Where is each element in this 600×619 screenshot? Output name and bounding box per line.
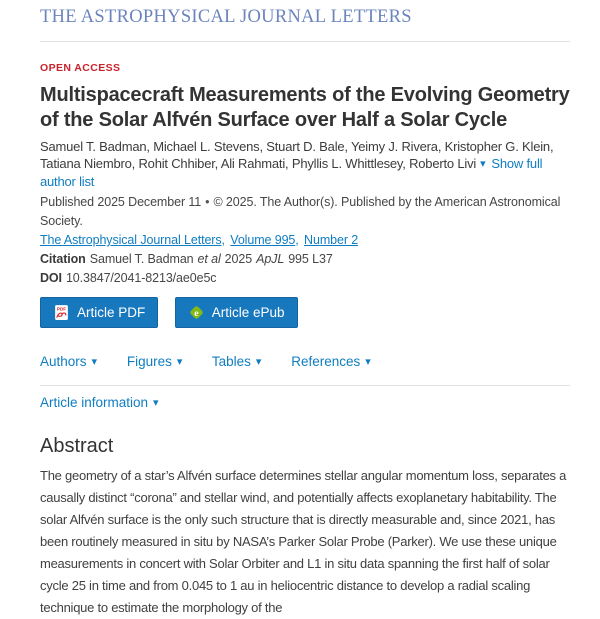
chevron-down-icon: ▾ xyxy=(365,356,371,368)
citation-journal-abbrev: ApJL xyxy=(256,252,285,266)
article-information-label: Article information xyxy=(40,395,149,410)
citation-etal: et al xyxy=(197,252,221,266)
download-buttons xyxy=(40,297,570,328)
chevron-down-icon: ▾ xyxy=(176,356,183,368)
chevron-down-icon: ▾ xyxy=(255,356,262,368)
number-link[interactable]: Number 2 xyxy=(304,233,359,247)
comma-separator: , xyxy=(221,233,225,247)
nav-tables-label: Tables xyxy=(211,354,251,369)
svg-text:PDF: PDF xyxy=(56,306,67,312)
nav-figures-dropdown[interactable] xyxy=(127,354,183,369)
open-access-badge: OPEN ACCESS xyxy=(40,62,121,74)
doi-value: 10.3847/2041-8213/ae0e5c xyxy=(65,271,217,285)
authors-text: Samuel T. Badman, Michael L. Stevens, Stuart D. Bale, Yeimy J. Rivera, Kristopher G. Klein, Tatiana Niembro, Rohit Chhiber, Ali Rahmati, Phyllis L. Whittlesey, Roberto Livi xyxy=(40,139,554,171)
published-date: Published 2025 December 11 xyxy=(40,195,202,209)
abstract-text: The geometry of a star’s Alfvén surface determines stellar angular momentum loss, separates a causally distinct “corona” and stellar wind, and potentially affects exoplanetary habitability. The solar Alfvén surface is the only such structure that is directly measurable and, since 2021, has been routinely measured in situ by NASA’s Parker Solar Probe (Parker). We use these unique measurements in concert with Solar Orbiter and L1 in situ data spanning the first half of solar cycle 25 in time and from 0.045 to 1 au in heliocentric distance to develop a radial scaling technique to estimate the morphology of the xyxy=(40,468,567,615)
nav-tables-dropdown[interactable] xyxy=(212,354,262,369)
nav-divider xyxy=(40,385,570,386)
journal-issue-line xyxy=(40,231,570,250)
citation-year: 2025 xyxy=(224,252,253,266)
published-line xyxy=(40,193,570,231)
journal-title: THE ASTROPHYSICAL JOURNAL LETTERS xyxy=(40,7,412,27)
citation-ref: 995 L37 xyxy=(288,252,333,266)
article-pdf-label: Article PDF xyxy=(77,305,146,320)
journal-link[interactable]: The Astrophysical Journal Letters xyxy=(40,233,222,247)
epub-icon xyxy=(188,304,205,321)
citation-authors: Samuel T. Badman xyxy=(89,252,194,266)
header-divider xyxy=(40,41,570,42)
journal-masthead xyxy=(40,6,570,28)
nav-authors-dropdown[interactable] xyxy=(40,354,97,369)
show-full-author-list-link[interactable]: Show full author list xyxy=(40,156,543,189)
article-title: Multispacecraft Measurements of the Evolving Geometry of the Solar Alfvén Surface over Half a Solar Cycle xyxy=(40,84,570,131)
nav-authors-label: Authors xyxy=(40,354,87,369)
article-meta xyxy=(40,193,570,288)
bullet-separator: • xyxy=(205,195,210,209)
article-epub-button[interactable] xyxy=(175,297,298,328)
article-nav xyxy=(40,353,570,371)
doi-line xyxy=(40,269,570,288)
copyright-text: © 2025. The Author(s). Published by the American Astronomical Society. xyxy=(40,195,561,228)
nav-references-label: References xyxy=(291,354,361,369)
article-information-row xyxy=(40,394,570,412)
citation-label: Citation xyxy=(40,252,86,266)
nav-references-dropdown[interactable] xyxy=(291,354,371,369)
volume-link[interactable]: Volume 995 xyxy=(230,233,296,247)
pdf-file-icon xyxy=(53,304,70,321)
article-information-dropdown[interactable] xyxy=(40,395,159,410)
comma-separator: , xyxy=(295,233,299,247)
chevron-down-icon[interactable]: ▾ xyxy=(480,158,486,170)
article-epub-label: Article ePub xyxy=(211,305,285,320)
author-list xyxy=(40,138,570,190)
chevron-down-icon: ▾ xyxy=(91,356,98,368)
article-pdf-button[interactable] xyxy=(40,297,158,328)
svg-text:e: e xyxy=(194,308,199,320)
citation-line xyxy=(40,250,570,269)
chevron-down-icon: ▾ xyxy=(153,397,159,409)
abstract-heading: Abstract xyxy=(40,435,114,457)
nav-figures-label: Figures xyxy=(126,354,172,369)
doi-label: DOI xyxy=(40,271,62,285)
